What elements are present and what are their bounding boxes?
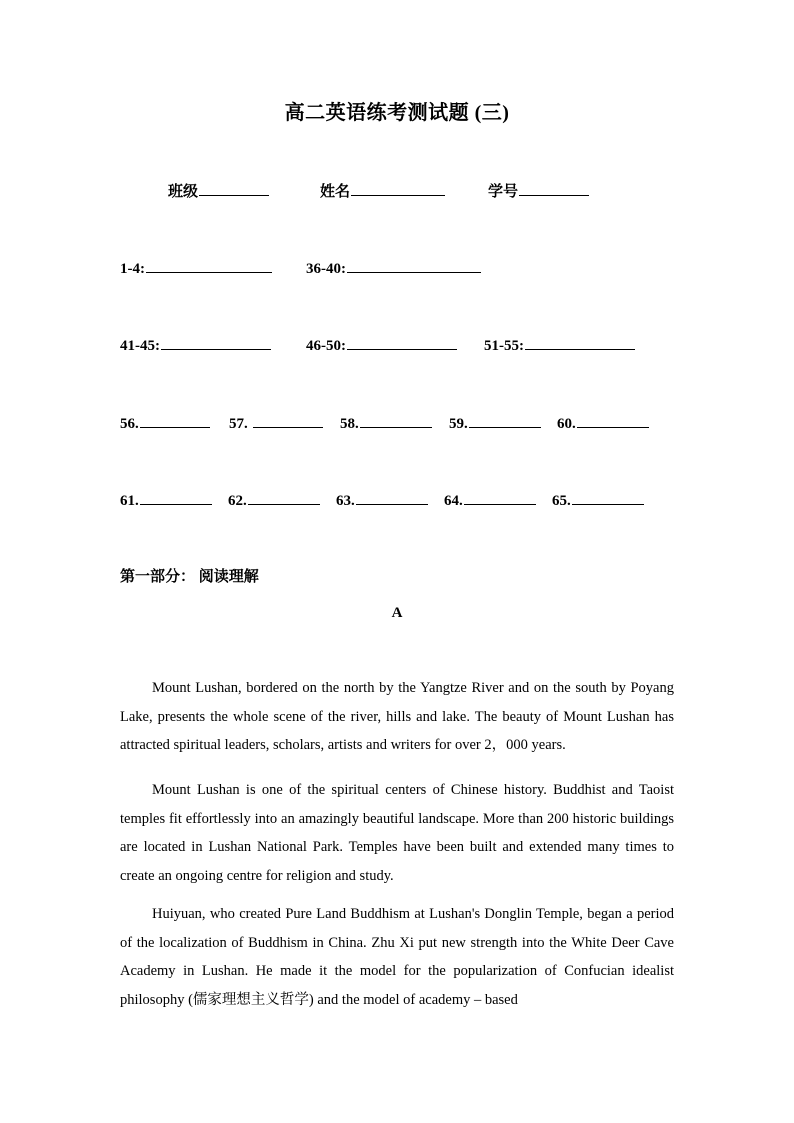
answer-label: 36-40: bbox=[306, 261, 346, 277]
answer-label: 61. bbox=[120, 493, 139, 509]
answer-label: 41-45: bbox=[120, 338, 160, 354]
answer-row-4 bbox=[0, 490, 794, 510]
name-blank[interactable] bbox=[351, 181, 445, 196]
answer-field[interactable] bbox=[120, 258, 272, 278]
paragraph-3: Huiyuan, who created Pure Land Buddhism at Lushan's Donglin Temple, began a period of the localization of Buddhism in China. Zhu Xi put new strength into the White Deer Cave Academy in Lushan. He made it the model for the popularization of Confucian idealist philosophy (儒家理想主义哲学) and the model of academy – based bbox=[120, 906, 674, 1008]
page-title: 高二英语练考测试题 (三) bbox=[284, 102, 510, 124]
answer-blank[interactable] bbox=[469, 413, 541, 428]
answer-field[interactable] bbox=[449, 413, 541, 433]
answer-field[interactable] bbox=[484, 335, 635, 355]
answer-label: 63. bbox=[336, 493, 355, 509]
student-id-field[interactable] bbox=[488, 180, 589, 201]
class-blank[interactable] bbox=[199, 181, 269, 196]
student-info-row bbox=[0, 180, 794, 200]
answer-label: 58. bbox=[340, 416, 359, 432]
answer-label: 64. bbox=[444, 493, 463, 509]
name-label: 姓名 bbox=[320, 184, 351, 200]
answer-label: 60. bbox=[557, 416, 576, 432]
answer-blank[interactable] bbox=[140, 413, 210, 428]
paragraph-1: Mount Lushan, bordered on the north by the Yangtze River and on the south by Poyang Lake, presents the whole scene of the river, hills and lake. The beauty of Mount Lushan has attracted spiritual leaders, scholars, artists and writers for over 2，000 years. bbox=[120, 680, 674, 753]
answer-label: 57. bbox=[229, 416, 252, 432]
answer-field[interactable] bbox=[340, 413, 432, 433]
name-field[interactable] bbox=[320, 180, 445, 201]
answer-blank[interactable] bbox=[525, 335, 635, 350]
answer-blank[interactable] bbox=[347, 258, 481, 273]
answer-field[interactable] bbox=[120, 335, 271, 355]
section-heading: 第一部分： 阅读理解 bbox=[120, 569, 259, 585]
answer-label: 62. bbox=[228, 493, 247, 509]
answer-field[interactable] bbox=[229, 413, 323, 433]
answer-field[interactable] bbox=[306, 258, 481, 278]
answer-blank[interactable] bbox=[360, 413, 432, 428]
answer-field[interactable] bbox=[552, 490, 644, 510]
answer-row-3 bbox=[0, 413, 794, 433]
answer-blank[interactable] bbox=[161, 335, 271, 350]
answer-field[interactable] bbox=[336, 490, 428, 510]
answer-field[interactable] bbox=[120, 413, 210, 433]
answer-label: 51-55: bbox=[484, 338, 524, 354]
answer-field[interactable] bbox=[228, 490, 320, 510]
answer-blank[interactable] bbox=[146, 258, 272, 273]
answer-field[interactable] bbox=[120, 490, 212, 510]
answer-blank[interactable] bbox=[577, 413, 649, 428]
answer-blank[interactable] bbox=[464, 490, 536, 505]
student-id-blank[interactable] bbox=[519, 181, 589, 196]
answer-label: 65. bbox=[552, 493, 571, 509]
answer-field[interactable] bbox=[444, 490, 536, 510]
answer-label: 1-4: bbox=[120, 261, 145, 277]
answer-row-2 bbox=[0, 335, 794, 355]
answer-row-1 bbox=[0, 258, 794, 278]
answer-blank[interactable] bbox=[347, 335, 457, 350]
answer-blank[interactable] bbox=[572, 490, 644, 505]
answer-field[interactable] bbox=[557, 413, 649, 433]
answer-blank[interactable] bbox=[356, 490, 428, 505]
answer-blank[interactable] bbox=[248, 490, 320, 505]
answer-label: 46-50: bbox=[306, 338, 346, 354]
answer-field[interactable] bbox=[306, 335, 457, 355]
class-label: 班级 bbox=[168, 184, 199, 200]
answer-blank[interactable] bbox=[253, 413, 323, 428]
answer-label: 56. bbox=[120, 416, 139, 432]
answer-blank[interactable] bbox=[140, 490, 212, 505]
class-field[interactable] bbox=[168, 180, 269, 201]
answer-label: 59. bbox=[449, 416, 468, 432]
student-id-label: 学号 bbox=[488, 184, 519, 200]
passage-label: A bbox=[391, 605, 403, 621]
paragraph-2: Mount Lushan is one of the spiritual centers of Chinese history. Buddhist and Taoist temples fit effortlessly into an amazingly beautiful landscape. More than 200 historic buildings are located in Lushan National Park. Temples have been built and extended many times to create an ongoing centre for religion and study. bbox=[120, 782, 674, 884]
